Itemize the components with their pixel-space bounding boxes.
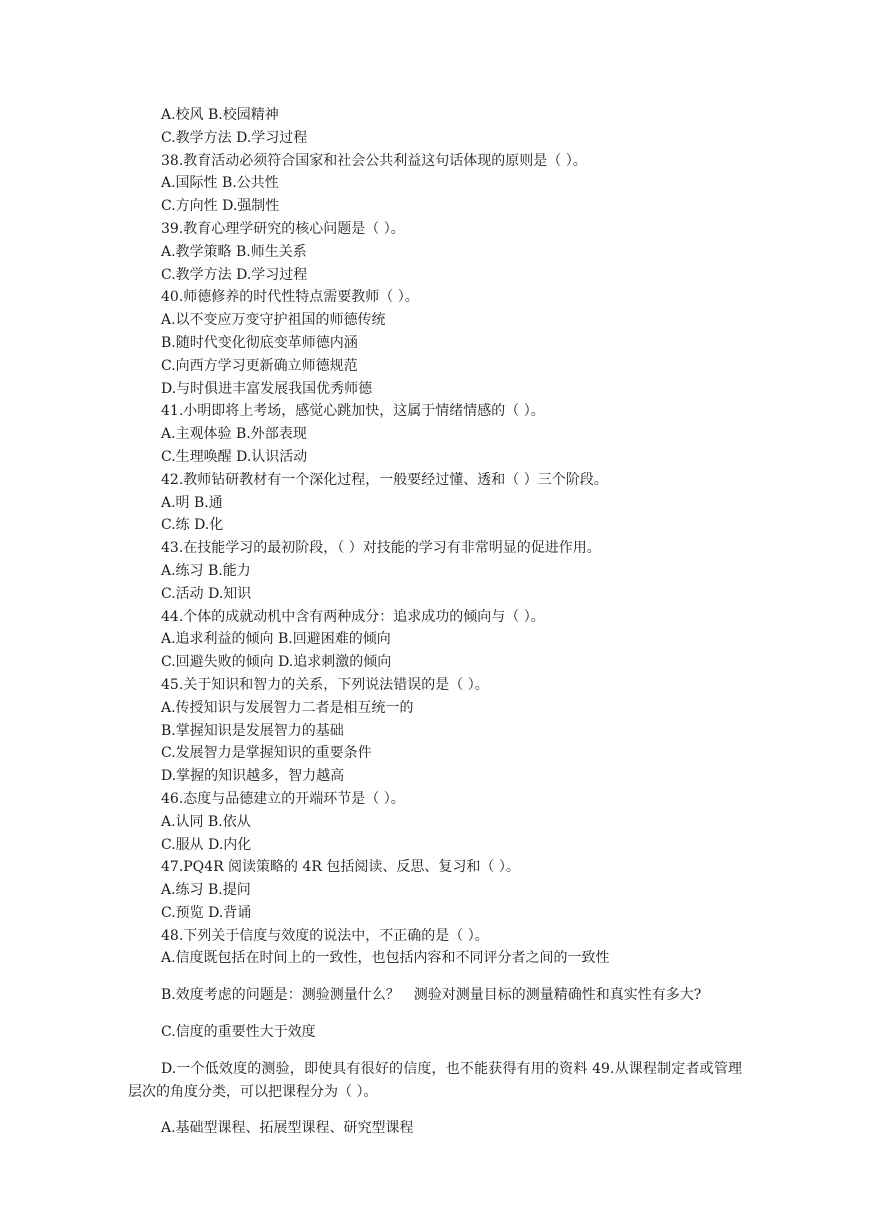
text-line: A.以不变应万变守护祖国的师德传统 — [161, 312, 386, 329]
text-line: A.明 B.通 — [161, 494, 223, 511]
text-line: C.生理唤醒 D.认识活动 — [161, 448, 308, 465]
text-line: A.练习 B.能力 — [161, 562, 251, 579]
text-line: C.服从 D.内化 — [161, 836, 252, 853]
text-line: C.向西方学习更新确立师德规范 — [161, 357, 358, 374]
text-line: B.随时代变化彻底变革师德内涵 — [161, 334, 358, 351]
text-line: A.信度既包括在时间上的一致性，也包括内容和不同评分者之间的一致性 — [161, 950, 610, 967]
question-48: 48.下列关于信度与效度的说法中，不正确的是（ ）。 — [161, 927, 489, 944]
text-line: C.发展智力是掌握知识的重要条件 — [161, 745, 372, 762]
text-line: C.教学方法 D.学习过程 — [161, 266, 308, 283]
text-line: C.信度的重要性大于效度 — [161, 1024, 316, 1041]
question-38: 38.教育活动必须符合国家和社会公共利益这句话体现的原则是（ ）。 — [161, 152, 587, 169]
question-44: 44.个体的成就动机中含有两种成分：追求成功的倾向与（ ）。 — [161, 608, 545, 625]
question-40: 40.师德修养的时代性特点需要教师（ ）。 — [161, 289, 419, 306]
text-line: C.方向性 D.强制性 — [161, 198, 280, 215]
text-line: C.练 D.化 — [161, 517, 224, 534]
text-line: D.掌握的知识越多，智力越高 — [161, 768, 345, 785]
text-line: D.与时俱进丰富发展我国优秀师德 — [161, 380, 373, 397]
text-line: B.掌握知识是发展智力的基础 — [161, 722, 344, 739]
text-line: A.校风 B.校园精神 — [161, 107, 279, 123]
text-line: A.认同 B.依从 — [161, 813, 251, 830]
question-42: 42.教师钻研教材有一个深化过程，一般要经过懂、透和（ ）三个阶段。 — [161, 471, 608, 488]
option-paragraph-d: D.一个低效度的测验，即使具有很好的信度，也不能获得有用的资料 49.从课程制定者或管理层次的角度分类，可以把课程分为（ ）。 — [128, 1060, 742, 1100]
text-line: A.教学策略 B.师生关系 — [161, 243, 307, 260]
text-line: A.基础型课程、拓展型课程、研究型课程 — [161, 1120, 414, 1137]
question-39: 39.教育心理学研究的核心问题是（ ）。 — [161, 220, 405, 237]
question-43: 43.在技能学习的最初阶段，（ ）对技能的学习有非常明显的促进作用。 — [161, 540, 601, 557]
text-line: A.国际性 B.公共性 — [161, 175, 279, 192]
text-line: C.活动 D.知识 — [161, 585, 252, 602]
question-41: 41.小明即将上考场，感觉心跳加快，这属于情绪情感的（ ）。 — [161, 403, 545, 420]
text-line: A.传授知识与发展智力二者是相互统一的 — [161, 699, 414, 716]
question-46: 46.态度与品德建立的开端环节是（ ）。 — [161, 790, 405, 807]
question-47: 47.PQ4R 阅读策略的 4R 包括阅读、反思、复习和（ ）。 — [161, 859, 520, 876]
text-line: C.预览 D.背诵 — [161, 904, 252, 921]
option-paragraph-b: B.效度考虑的问题是：测验测量什么？ 测验对测量目标的测量精确性和真实性有多大? — [161, 987, 702, 1004]
text-line: A.练习 B.提问 — [161, 882, 251, 899]
text-line: C.教学方法 D.学习过程 — [161, 129, 308, 146]
document-body — [128, 104, 742, 1140]
text-line: C.回避失败的倾向 D.追求刺激的倾向 — [161, 654, 392, 671]
text-line: A.主观体验 B.外部表现 — [161, 426, 307, 443]
question-45: 45.关于知识和智力的关系，下列说法错误的是（ ）。 — [161, 676, 489, 693]
text-line: A.追求利益的倾向 B.回避困难的倾向 — [161, 631, 391, 648]
